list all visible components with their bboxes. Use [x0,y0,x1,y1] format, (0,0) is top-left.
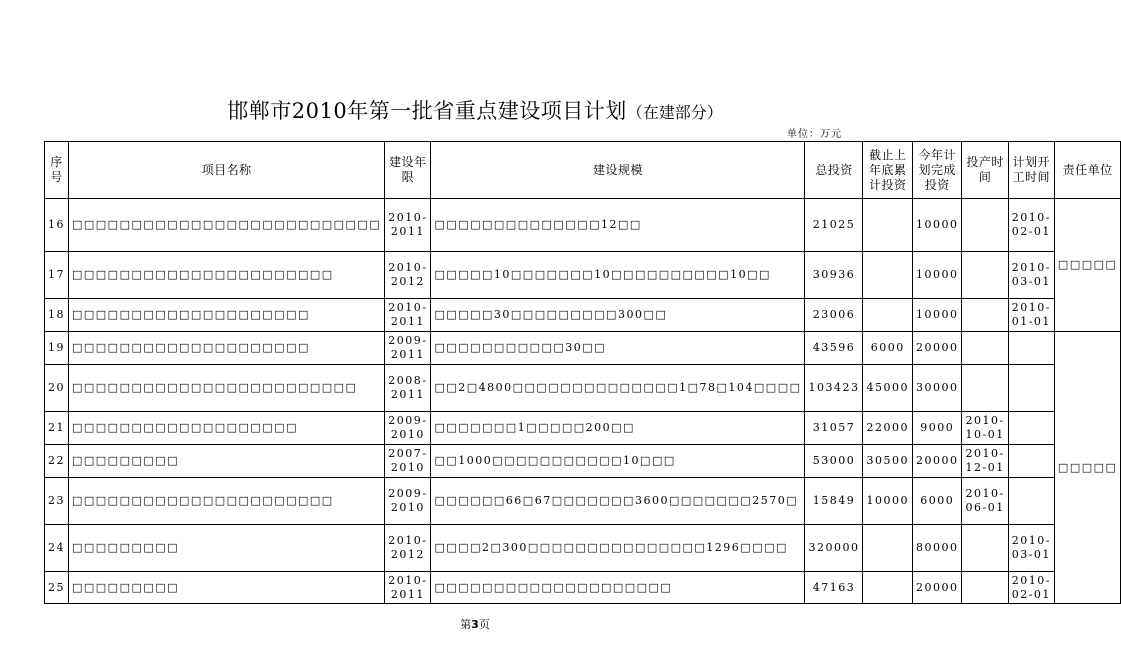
table-row [45,252,1121,299]
cell-production [962,365,1008,412]
cell-name: □□□□□□□□□ [69,572,385,604]
table-row [45,332,1121,365]
cell-seq: 22 [45,445,69,478]
table-row [45,299,1121,332]
cell-planned: 20000 [912,445,962,478]
cell-scale: □□□□□30□□□□□□□□□300□□ [431,299,805,332]
cell-seq: 16 [45,199,69,252]
table-row [45,478,1121,525]
cell-start [1008,332,1054,365]
table-row [45,412,1121,445]
header-cumulative: 截止上年底累计投资 [863,142,913,199]
cell-total: 103423 [805,365,863,412]
cell-name: □□□□□□□□□ [69,445,385,478]
cell-production [962,525,1008,572]
header-name: 项目名称 [69,142,385,199]
cell-scale: □□□□□□□1□□□□□200□□ [431,412,805,445]
cell-total: 23006 [805,299,863,332]
cell-total: 43596 [805,332,863,365]
cell-name: □□□□□□□□□□□□□□□□□□□□ [69,332,385,365]
header-period: 建设年限 [385,142,431,199]
cell-planned: 80000 [912,525,962,572]
cell-production [962,199,1008,252]
cell-planned: 10000 [912,199,962,252]
page-title [0,95,950,125]
project-table [44,141,1121,604]
cell-scale: □□2□4800□□□□□□□□□□□□□□1□78□104□□□□ [431,365,805,412]
page-footer [0,616,950,632]
cell-cumulative: 30500 [863,445,913,478]
cell-planned: 10000 [912,252,962,299]
cell-period: 2010-2011 [385,199,431,252]
page-label-pre: 第 [460,618,472,631]
cell-name: □□□□□□□□□ [69,525,385,572]
table-row [45,365,1121,412]
cell-production: 2010-10-01 [962,412,1008,445]
cell-seq: 18 [45,299,69,332]
cell-responsible-unit-group-1: □□□□□ [1054,199,1120,332]
cell-scale: □□1000□□□□□□□□□□□10□□□ [431,445,805,478]
cell-planned: 10000 [912,299,962,332]
cell-planned: 6000 [912,478,962,525]
header-planned: 今年计划完成投资 [912,142,962,199]
cell-seq: 19 [45,332,69,365]
cell-production: 2010-06-01 [962,478,1008,525]
cell-production [962,299,1008,332]
cell-scale: □□□□□□□□□□□30□□ [431,332,805,365]
title-main: 邯郸市2010年第一批省重点建设项目计划 [227,99,627,123]
cell-start: 2010-03-01 [1008,525,1054,572]
cell-start [1008,412,1054,445]
cell-total: 30936 [805,252,863,299]
cell-cumulative [863,299,913,332]
header-production: 投产时间 [962,142,1008,199]
unit-note: 单位：万元 [787,129,842,140]
cell-seq: 23 [45,478,69,525]
cell-production [962,252,1008,299]
cell-period: 2008-2011 [385,365,431,412]
cell-start [1008,365,1054,412]
header-total: 总投资 [805,142,863,199]
page-number: 3 [471,618,479,631]
header-row [45,142,1121,199]
cell-seq: 20 [45,365,69,412]
header-seq: 序号 [45,142,69,199]
page-label-post: 页 [478,618,490,631]
table-row [45,199,1121,252]
table-row [45,572,1121,604]
cell-start: 2010-01-01 [1008,299,1054,332]
table-row [45,525,1121,572]
cell-scale: □□□□□□66□67□□□□□□□3600□□□□□□□2570□ [431,478,805,525]
cell-total: 47163 [805,572,863,604]
cell-seq: 21 [45,412,69,445]
header-unit: 责任单位 [1054,142,1120,199]
cell-cumulative [863,199,913,252]
cell-start [1008,478,1054,525]
cell-total: 31057 [805,412,863,445]
cell-start: 2010-02-01 [1008,199,1054,252]
cell-start: 2010-03-01 [1008,252,1054,299]
cell-start: 2010-02-01 [1008,572,1054,604]
cell-name: □□□□□□□□□□□□□□□□□□□□ [69,299,385,332]
cell-period: 2009-2011 [385,332,431,365]
cell-planned: 20000 [912,332,962,365]
cell-seq: 24 [45,525,69,572]
cell-production [962,332,1008,365]
title-subtitle: （在建部分） [626,103,723,122]
cell-period: 2010-2012 [385,252,431,299]
cell-name: □□□□□□□□□□□□□□□□□□□□□□□□□□ [69,199,385,252]
cell-scale: □□□□2□300□□□□□□□□□□□□□□□1296□□□□ [431,525,805,572]
cell-cumulative [863,525,913,572]
cell-seq: 17 [45,252,69,299]
cell-total: 15849 [805,478,863,525]
cell-name: □□□□□□□□□□□□□□□□□□□ [69,412,385,445]
header-scale: 建设规模 [431,142,805,199]
cell-responsible-unit-group-2: □□□□□ [1054,332,1120,604]
cell-period: 2007-2010 [385,445,431,478]
cell-period: 2010-2011 [385,299,431,332]
cell-start [1008,445,1054,478]
cell-name: □□□□□□□□□□□□□□□□□□□□□□ [69,478,385,525]
cell-scale: □□□□□10□□□□□□□10□□□□□□□□□□10□□ [431,252,805,299]
cell-planned: 30000 [912,365,962,412]
cell-cumulative [863,252,913,299]
cell-cumulative: 22000 [863,412,913,445]
cell-period: 2010-2012 [385,525,431,572]
cell-total: 53000 [805,445,863,478]
cell-cumulative: 10000 [863,478,913,525]
cell-total: 320000 [805,525,863,572]
cell-name: □□□□□□□□□□□□□□□□□□□□□□ [69,252,385,299]
cell-planned: 9000 [912,412,962,445]
cell-cumulative: 6000 [863,332,913,365]
cell-seq: 25 [45,572,69,604]
cell-period: 2009-2010 [385,478,431,525]
cell-period: 2010-2011 [385,572,431,604]
cell-planned: 20000 [912,572,962,604]
cell-production: 2010-12-01 [962,445,1008,478]
header-start: 计划开工时间 [1008,142,1054,199]
cell-cumulative: 45000 [863,365,913,412]
cell-cumulative [863,572,913,604]
cell-scale: □□□□□□□□□□□□□□□□□□□□ [431,572,805,604]
table-row [45,445,1121,478]
cell-scale: □□□□□□□□□□□□□□12□□ [431,199,805,252]
cell-production [962,572,1008,604]
cell-name: □□□□□□□□□□□□□□□□□□□□□□□□ [69,365,385,412]
cell-period: 2009-2010 [385,412,431,445]
cell-total: 21025 [805,199,863,252]
